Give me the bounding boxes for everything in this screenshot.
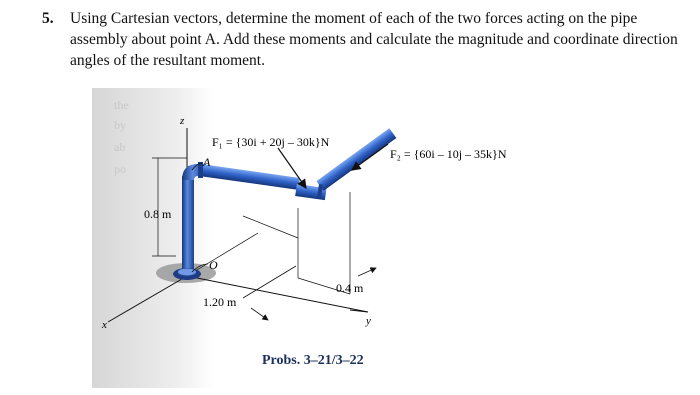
ghost-text: po xyxy=(114,162,126,176)
dimension-arrow xyxy=(251,308,268,320)
point-a-label: A xyxy=(203,155,211,169)
height-dimension-label: 0.8 m xyxy=(144,207,172,221)
figure-caption: Probs. 3–21/3–22 xyxy=(262,353,364,368)
pipe-assembly-figure xyxy=(88,88,568,388)
construction-line xyxy=(187,233,258,276)
force-f1-label: F₁ = {30i + 20j – 30k}N xyxy=(212,135,330,149)
pipe-horizontal xyxy=(199,164,300,190)
problem-text: Using Cartesian vectors, determine the moment of each of the two forces acting on the pipe assembly about point A. Add these moments and calculate the magnitude and coordinate direction angles of the resultant moment. xyxy=(70,10,678,69)
pipe-vertical xyxy=(182,176,194,274)
ghost-text: the xyxy=(114,98,129,112)
y-axis-label: y xyxy=(366,315,371,327)
pipe-diagram xyxy=(88,88,568,388)
y-dimension-label: 0.4 m xyxy=(336,281,364,295)
construction-line xyxy=(243,216,298,238)
x-axis-line xyxy=(108,276,187,322)
ghost-text: by xyxy=(114,118,126,132)
dimension-arrow xyxy=(358,268,376,276)
z-axis-label: z xyxy=(180,115,185,127)
problem-statement xyxy=(42,8,682,71)
force-f2-label: F₂ = {60i – 10j – 35k}N xyxy=(390,147,507,161)
x-axis-label: x xyxy=(102,319,107,331)
problem-number: 5. xyxy=(42,10,54,27)
ghost-text: ab xyxy=(114,140,126,154)
x-dimension-label: 1.20 m xyxy=(203,295,237,309)
point-o-label: O xyxy=(209,258,218,272)
